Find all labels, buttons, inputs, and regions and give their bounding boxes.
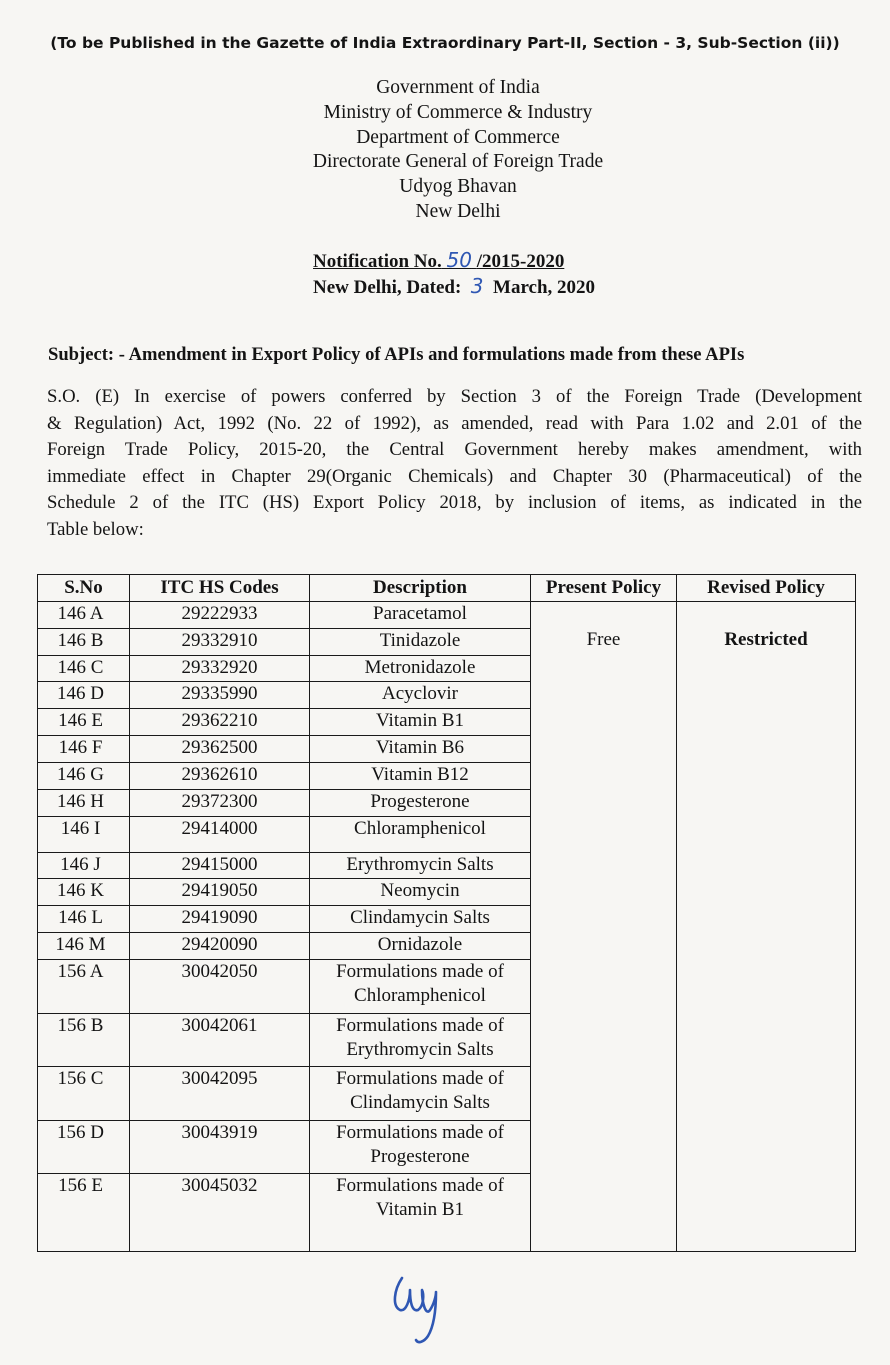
cell-sno: 146 G (38, 762, 130, 789)
cell-itc-code: 29332910 (130, 628, 310, 655)
cell-sno: 146 M (38, 933, 130, 960)
cell-description: Clindamycin Salts (310, 906, 531, 933)
order-paragraph (47, 384, 862, 544)
cell-sno: 146 B (38, 628, 130, 655)
cell-itc-code: 29362610 (130, 762, 310, 789)
cell-description (310, 1013, 531, 1067)
paragraph-line: & Regulation) Act, 1992 (No. 22 of 1992), as amended, read with Para 1.02 and 2.01 of the (47, 412, 862, 434)
cell-sno: 146 K (38, 879, 130, 906)
cell-present-policy: Free (531, 602, 677, 1252)
cell-itc-code: 29222933 (130, 602, 310, 629)
description-line: Chloramphenicol (354, 984, 486, 1006)
header-line-directorate: Directorate General of Foreign Trade (312, 151, 604, 173)
description-line: Erythromycin Salts (346, 1038, 494, 1060)
cell-sno: 156 D (38, 1120, 130, 1174)
cell-description: Progesterone (310, 789, 531, 816)
cell-itc-code: 29362210 (130, 709, 310, 736)
notification-prefix: Notification No. (313, 251, 442, 272)
header-revised-policy: Revised Policy (677, 575, 856, 602)
cell-description (310, 1174, 531, 1252)
description-line: Formulations made of (336, 1175, 504, 1197)
paragraph-line: Schedule 2 of the ITC (HS) Export Policy 2018, by inclusion of items, as indicated in the (47, 492, 862, 514)
gazette-publication-note: (To be Published in the Gazette of India Extraordinary Part-II, Section - 3, Sub-Section (ii)) (50, 34, 840, 52)
cell-revised-policy: Restricted (677, 602, 856, 1252)
cell-itc-code: 29420090 (130, 933, 310, 960)
cell-itc-code: 29332920 (130, 655, 310, 682)
table-row (38, 602, 856, 629)
paragraph-line: Foreign Trade Policy, 2015-20, the Central Government hereby makes amendment, with (47, 439, 862, 461)
paragraph-line: S.O. (E) In exercise of powers conferred by Section 3 of the Foreign Trade (Development (47, 386, 862, 407)
cell-sno: 146 I (38, 816, 130, 852)
cell-description: Neomycin (310, 879, 531, 906)
notification-block (313, 248, 595, 300)
description-line: Vitamin B1 (375, 1199, 465, 1221)
cell-itc-code: 30043919 (130, 1120, 310, 1174)
cell-itc-code: 30042061 (130, 1013, 310, 1067)
dated-prefix: New Delhi, Dated: (313, 277, 462, 298)
header-present-policy: Present Policy (531, 575, 677, 602)
table-header-row (38, 575, 856, 602)
cell-sno: 146 L (38, 906, 130, 933)
dated-day: 3 (470, 274, 484, 298)
handwritten-signature (388, 1270, 452, 1350)
cell-description: Ornidazole (310, 933, 531, 960)
header-sno: S.No (38, 575, 130, 602)
paragraph-line: Table below: (47, 518, 144, 540)
cell-sno: 146 H (38, 789, 130, 816)
cell-description (310, 1120, 531, 1174)
cell-description: Vitamin B12 (310, 762, 531, 789)
cell-sno: 156 B (38, 1013, 130, 1067)
cell-itc-code: 30042095 (130, 1067, 310, 1121)
description-line: Formulations made of (336, 1014, 504, 1036)
cell-description (310, 959, 531, 1013)
description-line: Clindamycin Salts (350, 1092, 490, 1114)
issuing-authority-header (0, 76, 890, 225)
cell-sno: 146 F (38, 736, 130, 763)
header-description: Description (310, 575, 531, 602)
paragraph-line: immediate effect in Chapter 29(Organic Chemicals) and Chapter 30 (Pharmaceutical) of the (47, 465, 862, 487)
description-line: Formulations made of (336, 1121, 504, 1143)
description-line: Formulations made of (336, 960, 504, 982)
dated-suffix: March, 2020 (493, 277, 596, 298)
cell-itc-code: 29362500 (130, 736, 310, 763)
cell-sno: 156 E (38, 1174, 130, 1252)
cell-sno: 146 C (38, 655, 130, 682)
cell-description: Chloramphenicol (310, 816, 531, 852)
description-line: Formulations made of (336, 1068, 504, 1090)
cell-description: Vitamin B1 (310, 709, 531, 736)
subject-line: Subject: - Amendment in Export Policy of APIs and formulations made from these APIs (48, 344, 745, 365)
header-line-department: Department of Commerce (356, 126, 560, 148)
cell-itc-code: 29419090 (130, 906, 310, 933)
cell-description: Tinidazole (310, 628, 531, 655)
cell-itc-code: 30045032 (130, 1174, 310, 1252)
cell-description: Metronidazole (310, 655, 531, 682)
notification-suffix: /2015-2020 (476, 251, 565, 272)
cell-sno: 156 C (38, 1067, 130, 1121)
description-line: Progesterone (370, 1145, 470, 1167)
cell-description: Vitamin B6 (310, 736, 531, 763)
cell-itc-code: 29414000 (130, 816, 310, 852)
cell-sno: 156 A (38, 959, 130, 1013)
header-line-ministry: Ministry of Commerce & Industry (323, 101, 593, 123)
cell-itc-code: 29372300 (130, 789, 310, 816)
cell-itc-code: 29335990 (130, 682, 310, 709)
cell-sno: 146 A (38, 602, 130, 629)
cell-description: Acyclovir (310, 682, 531, 709)
cell-description: Erythromycin Salts (310, 852, 531, 879)
cell-sno: 146 E (38, 709, 130, 736)
cell-sno: 146 J (38, 852, 130, 879)
header-line-government: Government of India (376, 77, 540, 98)
cell-description (310, 1067, 531, 1121)
header-line-city: New Delhi (415, 200, 501, 222)
cell-itc-code: 29415000 (130, 852, 310, 879)
header-line-building: Udyog Bhavan (399, 176, 517, 198)
header-itc-hs-codes: ITC HS Codes (130, 575, 310, 602)
amendment-table (37, 574, 856, 1252)
notification-date-line (313, 274, 595, 300)
cell-itc-code: 30042050 (130, 959, 310, 1013)
cell-description: Paracetamol (310, 602, 531, 629)
notification-number: 50 (446, 248, 472, 272)
notification-number-line (313, 248, 595, 274)
cell-sno: 146 D (38, 682, 130, 709)
cell-itc-code: 29419050 (130, 879, 310, 906)
